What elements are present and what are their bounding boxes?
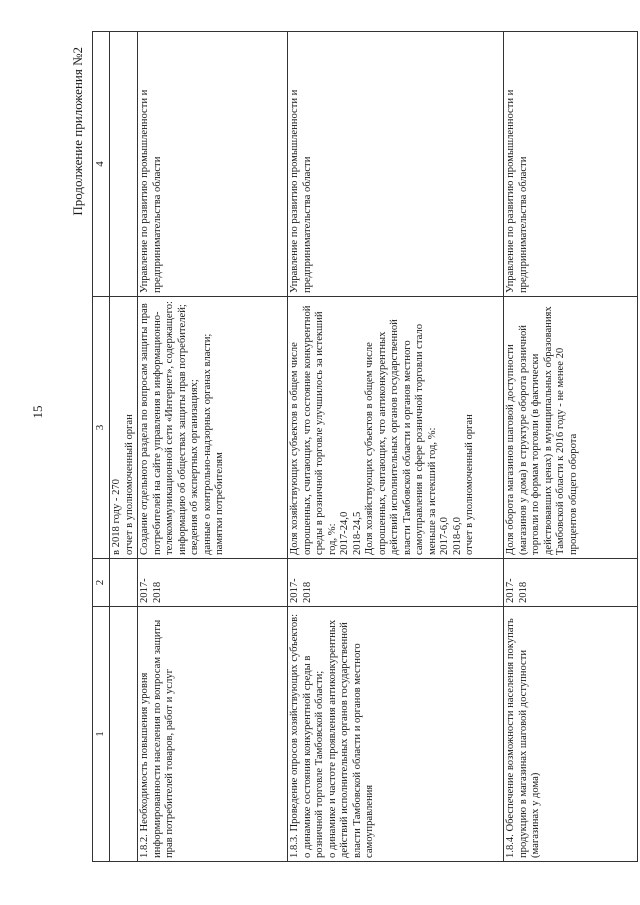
rotated-document-content [70, 32, 640, 862]
measures-table [92, 31, 638, 862]
responsible-cell: Управление по развитию промышленности и предпринимательства области [138, 32, 288, 297]
table-row [138, 32, 288, 862]
header-cell: 2 [93, 559, 110, 607]
responsible-cell: Управление по развитию промышленности и предпринимательства области [288, 32, 504, 297]
empty-cell [110, 607, 138, 862]
period-cell: 2017-2018 [138, 559, 288, 607]
indicator-cell: Доля оборота магазинов шаговой доступности (магазинов у дома) в структуре оборота розничной торговли по формам торговли (в фактически действовавших ценах) в муниципальных образованиях Тамбовской области к 2016 году - не менее 20 процентов общего оборота [504, 297, 638, 559]
indicator-cell: Доля хозяйствующих субъектов в общем числе опрошенных, считающих, что состояние конкурентной среды в розничной торговле улучшилось за истекший год, %: 2017-24,0 2018-24,5 Доля хозяйствующих субъектов в общем числе опрошенных, считающих, что антиконкурентных действий исполнительных органов государственной власти Тамбовской области и органов местного самоуправления в сфере розничной торговли стало меньше за истекший год, %: 2017-6,0 2018-6,0 отчет в уполномоченный орган [288, 297, 504, 559]
responsible-cell: Управление по развитию промышленности и предпринимательства области [504, 32, 638, 297]
measure-cell: 1.8.4. Обеспечение возможности населения покупать продукцию в магазинах шаговой доступности (магазинах у дома) [504, 607, 638, 862]
header-cell: 4 [93, 32, 110, 297]
table-header-row [93, 32, 110, 862]
empty-cell [110, 32, 138, 297]
indicator-cell: Создание отдельного раздела по вопросам защиты прав потребителей на сайте управления в информационно-телекоммуникационной сети «Интернет», содержащего: информацию об обществах защиты прав потребителей; сведения об экспертных организациях; данные о контрольно-надзорных органах власти; памятки потребителям [138, 297, 288, 559]
measure-cell: 1.8.2. Необходимость повышения уровня информированности населения по вопросам защиты прав потребителей товаров, работ и услуг [138, 607, 288, 862]
continuation-row [110, 32, 138, 862]
measure-cell: 1.8.3. Проведение опросов хозяйствующих субъектов: о динамике состояния конкурентной среды в розничной торговле Тамбовской области; о динамике и частоте проявления антиконкурентных действий исполнительных органов государственной власти Тамбовской области и органов местного самоуправления [288, 607, 504, 862]
period-cell: 2017-2018 [288, 559, 504, 607]
table-row [504, 32, 638, 862]
period-cell: 2017-2018 [504, 559, 638, 607]
table-row [288, 32, 504, 862]
appendix-title: Продолжение приложения №2 [70, 47, 85, 216]
header-cell: 1 [93, 607, 110, 862]
page-number: 15 [30, 405, 45, 419]
empty-cell [110, 559, 138, 607]
continuation-cell: в 2018 году - 270 отчет в уполномоченный орган [110, 297, 138, 559]
header-cell: 3 [93, 297, 110, 559]
